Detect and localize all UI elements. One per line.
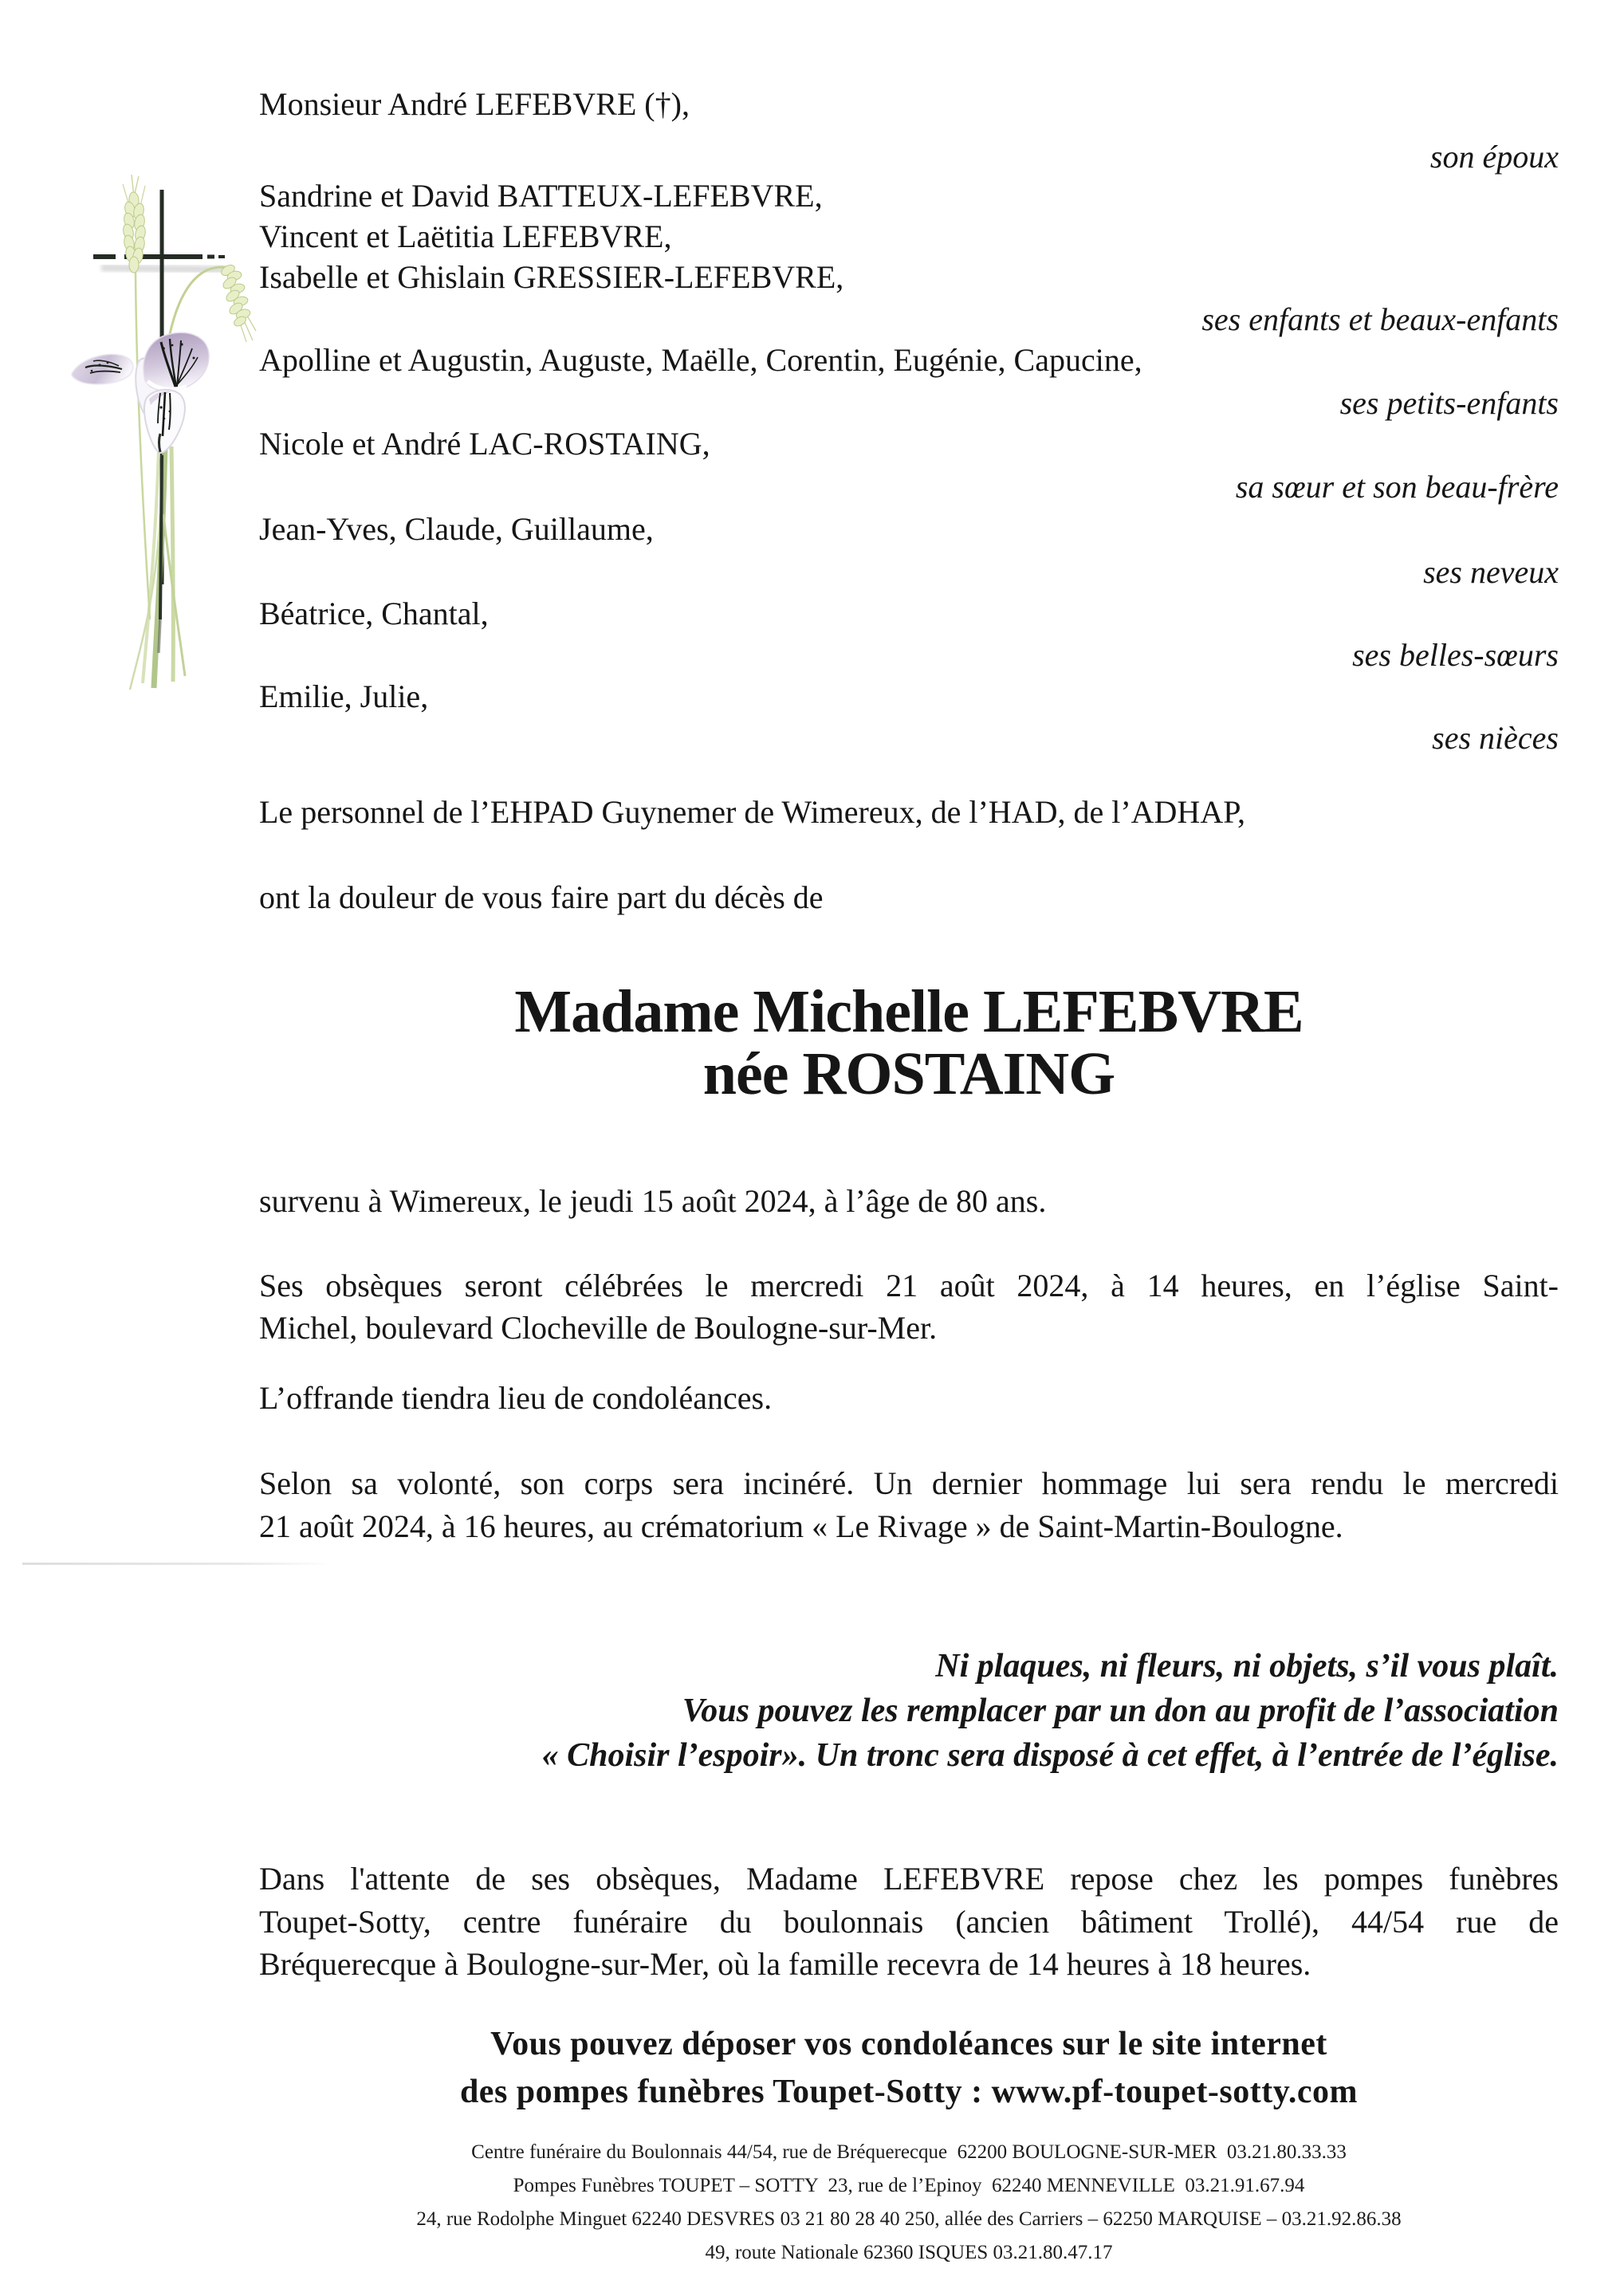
repose-line3: Bréquerecque à Boulogne-sur-Mer, où la famille recevra de 14 heures à 18 heures. xyxy=(259,1946,1311,1982)
cross-lilies-wheat-artwork xyxy=(44,171,271,721)
footer-address-line2: Pompes Funèbres TOUPET – SOTTY 23, rue de l’Epinoy 62240 MENNEVILLE 03.21.91.67.94 xyxy=(513,2175,1305,2196)
wheat-stalk-left xyxy=(136,273,150,619)
relative-line: Isabelle et Ghislain GRESSIER-LEFEBVRE, xyxy=(259,259,844,295)
donation-notice-line1: Ni plaques, ni fleurs, ni objets, s’il vous plaît. xyxy=(935,1648,1559,1685)
relation-label: son époux xyxy=(1429,139,1559,175)
relation-label: ses neveux xyxy=(1423,554,1559,590)
relative-line: Vincent et Laëtitia LEFEBVRE, xyxy=(259,218,672,254)
relation-label: ses belles-sœurs xyxy=(1352,637,1559,673)
relative-line: Apolline et Augustin, Auguste, Maëlle, Corentin, Eugénie, Capucine, xyxy=(259,342,1142,378)
relation-label: ses nièces xyxy=(1432,720,1559,756)
relation-label: ses petits-enfants xyxy=(1339,385,1559,421)
calla-lily-bottom-tip xyxy=(159,434,161,452)
relative-line: Sandrine et David BATTEUX-LEFEBVRE, xyxy=(259,178,823,214)
announcement-intro: Le personnel de l’EHPAD Guynemer de Wimereux, de l’HAD, de l’ADHAP, xyxy=(259,794,1246,830)
death-details: survenu à Wimereux, le jeudi 15 août 2024, à l’âge de 80 ans. xyxy=(259,1183,1047,1219)
offering-note: L’offrande tiendra lieu de condoléances. xyxy=(259,1380,773,1416)
cremation-details-line2: 21 août 2024, à 16 heures, au crématorium « Le Rivage » de Saint-Martin-Boulogne. xyxy=(259,1508,1343,1544)
footer-address-line1: Centre funéraire du Boulonnais 44/54, rue de Bréquerecque 62200 BOULOGNE-SUR-MER 03.21.80.33.33 xyxy=(471,2141,1347,2163)
donation-notice-line3: « Choisir l’espoir». Un tronc sera disposé à cet effet, à l’entrée de l’église. xyxy=(541,1737,1559,1774)
dark-stem xyxy=(160,455,162,619)
funeral-details-line1: Ses obsèques seront célébrées le mercredi 21 août 2024, à 14 heures, en l’église Saint- xyxy=(259,1268,1559,1303)
relative-line: Monsieur André LEFEBVRE (†), xyxy=(259,86,690,122)
footer-address-line4: 49, route Nationale 62360 ISQUES 03.21.80.47.17 xyxy=(705,2242,1113,2263)
announcement-statement: ont la douleur de vous faire part du décès de xyxy=(259,879,824,915)
stem xyxy=(171,446,173,682)
condolences-site-line2: des pompes funèbres Toupet-Sotty : www.pf-toupet-sotty.com xyxy=(459,2074,1359,2110)
relation-label: ses enfants et beaux-enfants xyxy=(1201,301,1559,337)
footer-address-line3: 24, rue Rodolphe Minguet 62240 DESVRES 03 21 80 28 40 250, allée des Carriers – 62250 MARQUISE – 03.21.92.86.38 xyxy=(416,2208,1402,2230)
condolences-site-line1: Vous pouvez déposer vos condoléances sur le site internet xyxy=(490,2026,1327,2062)
funeral-details-line2: Michel, boulevard Clocheville de Boulogne-sur-Mer. xyxy=(259,1310,938,1346)
deceased-name-line2: née ROSTAING xyxy=(702,1040,1115,1107)
repose-line2: Toupet-Sotty, centre funéraire du boulonnais (ancien bâtiment Trollé), 44/54 rue de xyxy=(259,1904,1559,1940)
relative-line: Jean-Yves, Claude, Guillaume, xyxy=(259,511,654,547)
calla-lily-left xyxy=(72,355,133,384)
wheat-ear-right xyxy=(219,263,256,342)
relative-line: Nicole et André LAC-ROSTAING, xyxy=(259,426,710,462)
donation-notice-line2: Vous pouvez les remplacer par un don au profit de l’association xyxy=(682,1693,1559,1729)
deceased-name-line1: Madame Michelle LEFEBVRE xyxy=(514,978,1304,1045)
repose-line1: Dans l'attente de ses obsèques, Madame LEFEBVRE repose chez les pompes funèbres xyxy=(259,1861,1559,1897)
scan-artifact-line xyxy=(22,1563,333,1565)
relative-line: Béatrice, Chantal, xyxy=(259,596,489,631)
relative-line: Emilie, Julie, xyxy=(259,678,429,714)
dark-stem-fade xyxy=(159,619,160,653)
cremation-details-line1: Selon sa volonté, son corps sera incinéré. Un dernier hommage lui sera rendu le mercredi xyxy=(259,1465,1559,1501)
relation-label: sa sœur et son beau-frère xyxy=(1235,469,1559,505)
